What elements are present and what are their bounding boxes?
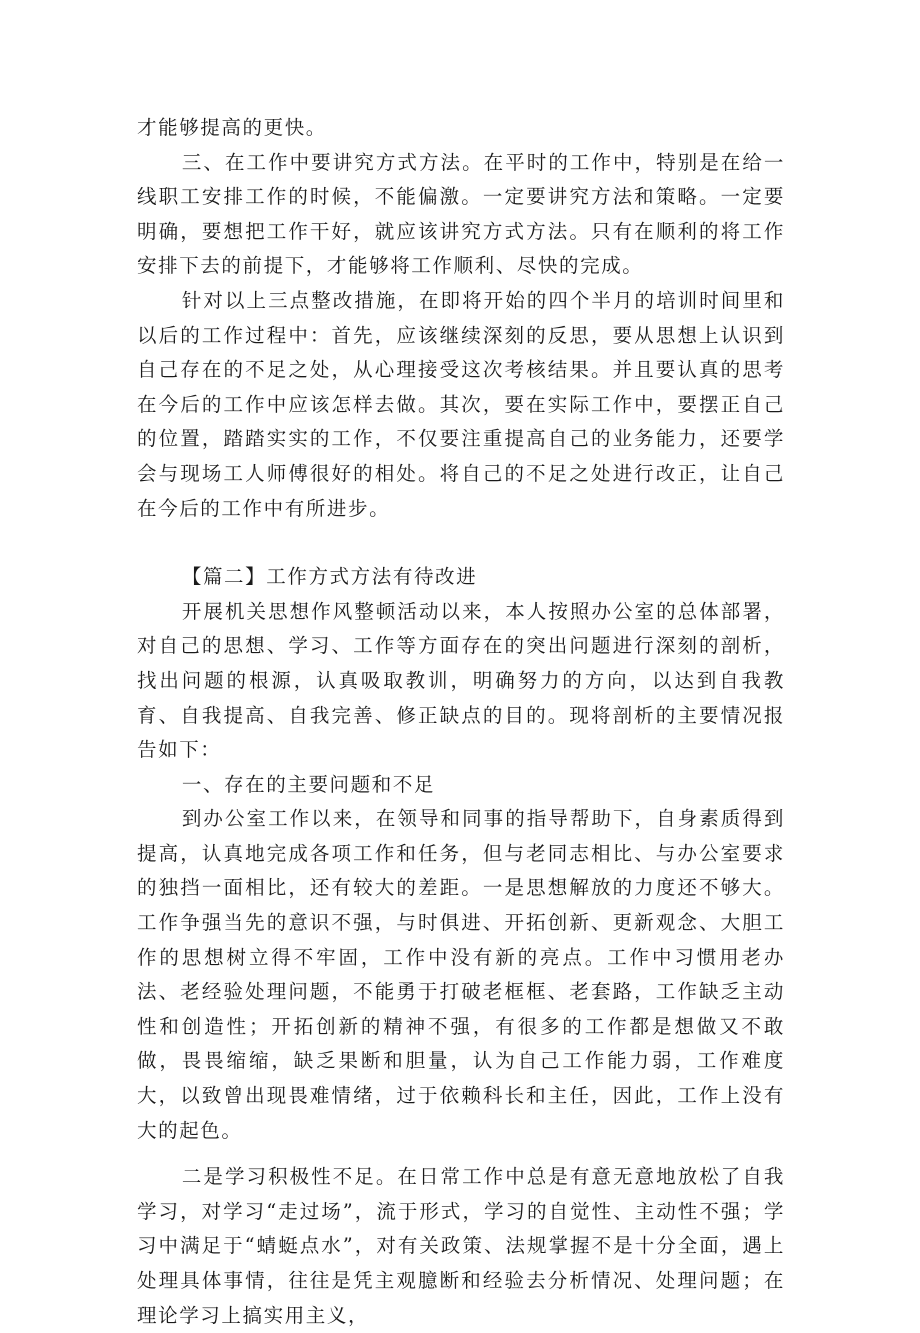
paragraph-problem-one: 到办公室工作以来，在领导和同事的指导帮助下，自身素质得到提高，认真地完成各项工作和任务，但与老同志相比、与办公室要求的独挡一面相比，还有较大的差距。一是思想解放的力度还不够大。工作争强当先的意识不强，与时俱进、开拓创新、更新观念、大胆工作的思想树立得不牢固，工作中没有新的亮点。工作中习惯用老办法、老经验处理问题，不能勇于打破老框框、老套路，工作缺乏主动性和创造性；开拓创新的精神不强，有很多的工作都是想做又不敢做，畏畏缩缩，缺乏果断和胆量，认为自己工作能力弱，工作难度大，以致曾出现畏难情绪，过于依赖科长和主任，因此，工作上没有大的起色。	[137, 807, 785, 1142]
paragraph-continuation: 才能够提高的更快。	[137, 116, 327, 139]
document-body	[137, 111, 785, 1333]
paragraph-rectification-plan: 针对以上三点整改措施，在即将开始的四个半月的培训时间里和以后的工作过程中：首先，应该继续深刻的反思，要从思想上认识到自己存在的不足之处，从心理接受这次考核结果。并且要认真的思考在今后的工作中应该怎样去做。其次，要在实际工作中，要摆正自己的位置，踏踏实实的工作，不仅要注重提高自己的业务能力，还要学会与现场工人师傅很好的相处。将自己的不足之处进行改正，让自己在今后的工作中有所进步。	[137, 288, 785, 520]
paragraph-introduction: 开展机关思想作风整顿活动以来，本人按照办公室的总体部署，对自己的思想、学习、工作等方面存在的突出问题进行深刻的剖析，找出问题的根源，认真吸取教训，明确努力的方向，以达到自我教育、自我提高、自我完善、修正缺点的目的。现将剖析的主要情况报告如下：	[137, 599, 785, 762]
paragraph-problem-two: 二是学习积极性不足。在日常工作中总是有意无意地放松了自我学习，对学习“走过场”，流于形式，学习的自觉性、主动性不强；学习中满足于“蜻蜓点水”，对有关政策、法规掌握不是十分全面，遇上处理具体事情，往往是凭主观臆断和经验去分析情况、处理问题；在理论学习上搞实用主义，	[137, 1165, 785, 1327]
section-heading-part-two: 【篇二】工作方式方法有待改进	[181, 565, 478, 589]
subheading-main-problems: 一、存在的主要问题和不足	[181, 772, 436, 796]
paragraph-point-three: 三、在工作中要讲究方式方法。在平时的工作中，特别是在给一线职工安排工作的时候，不能偏激。一定要讲究方法和策略。一定要明确，要想把工作干好，就应该讲究方式方法。只有在顺利的将工作安排下去的前提下，才能够将工作顺利、尽快的完成。	[137, 150, 785, 278]
